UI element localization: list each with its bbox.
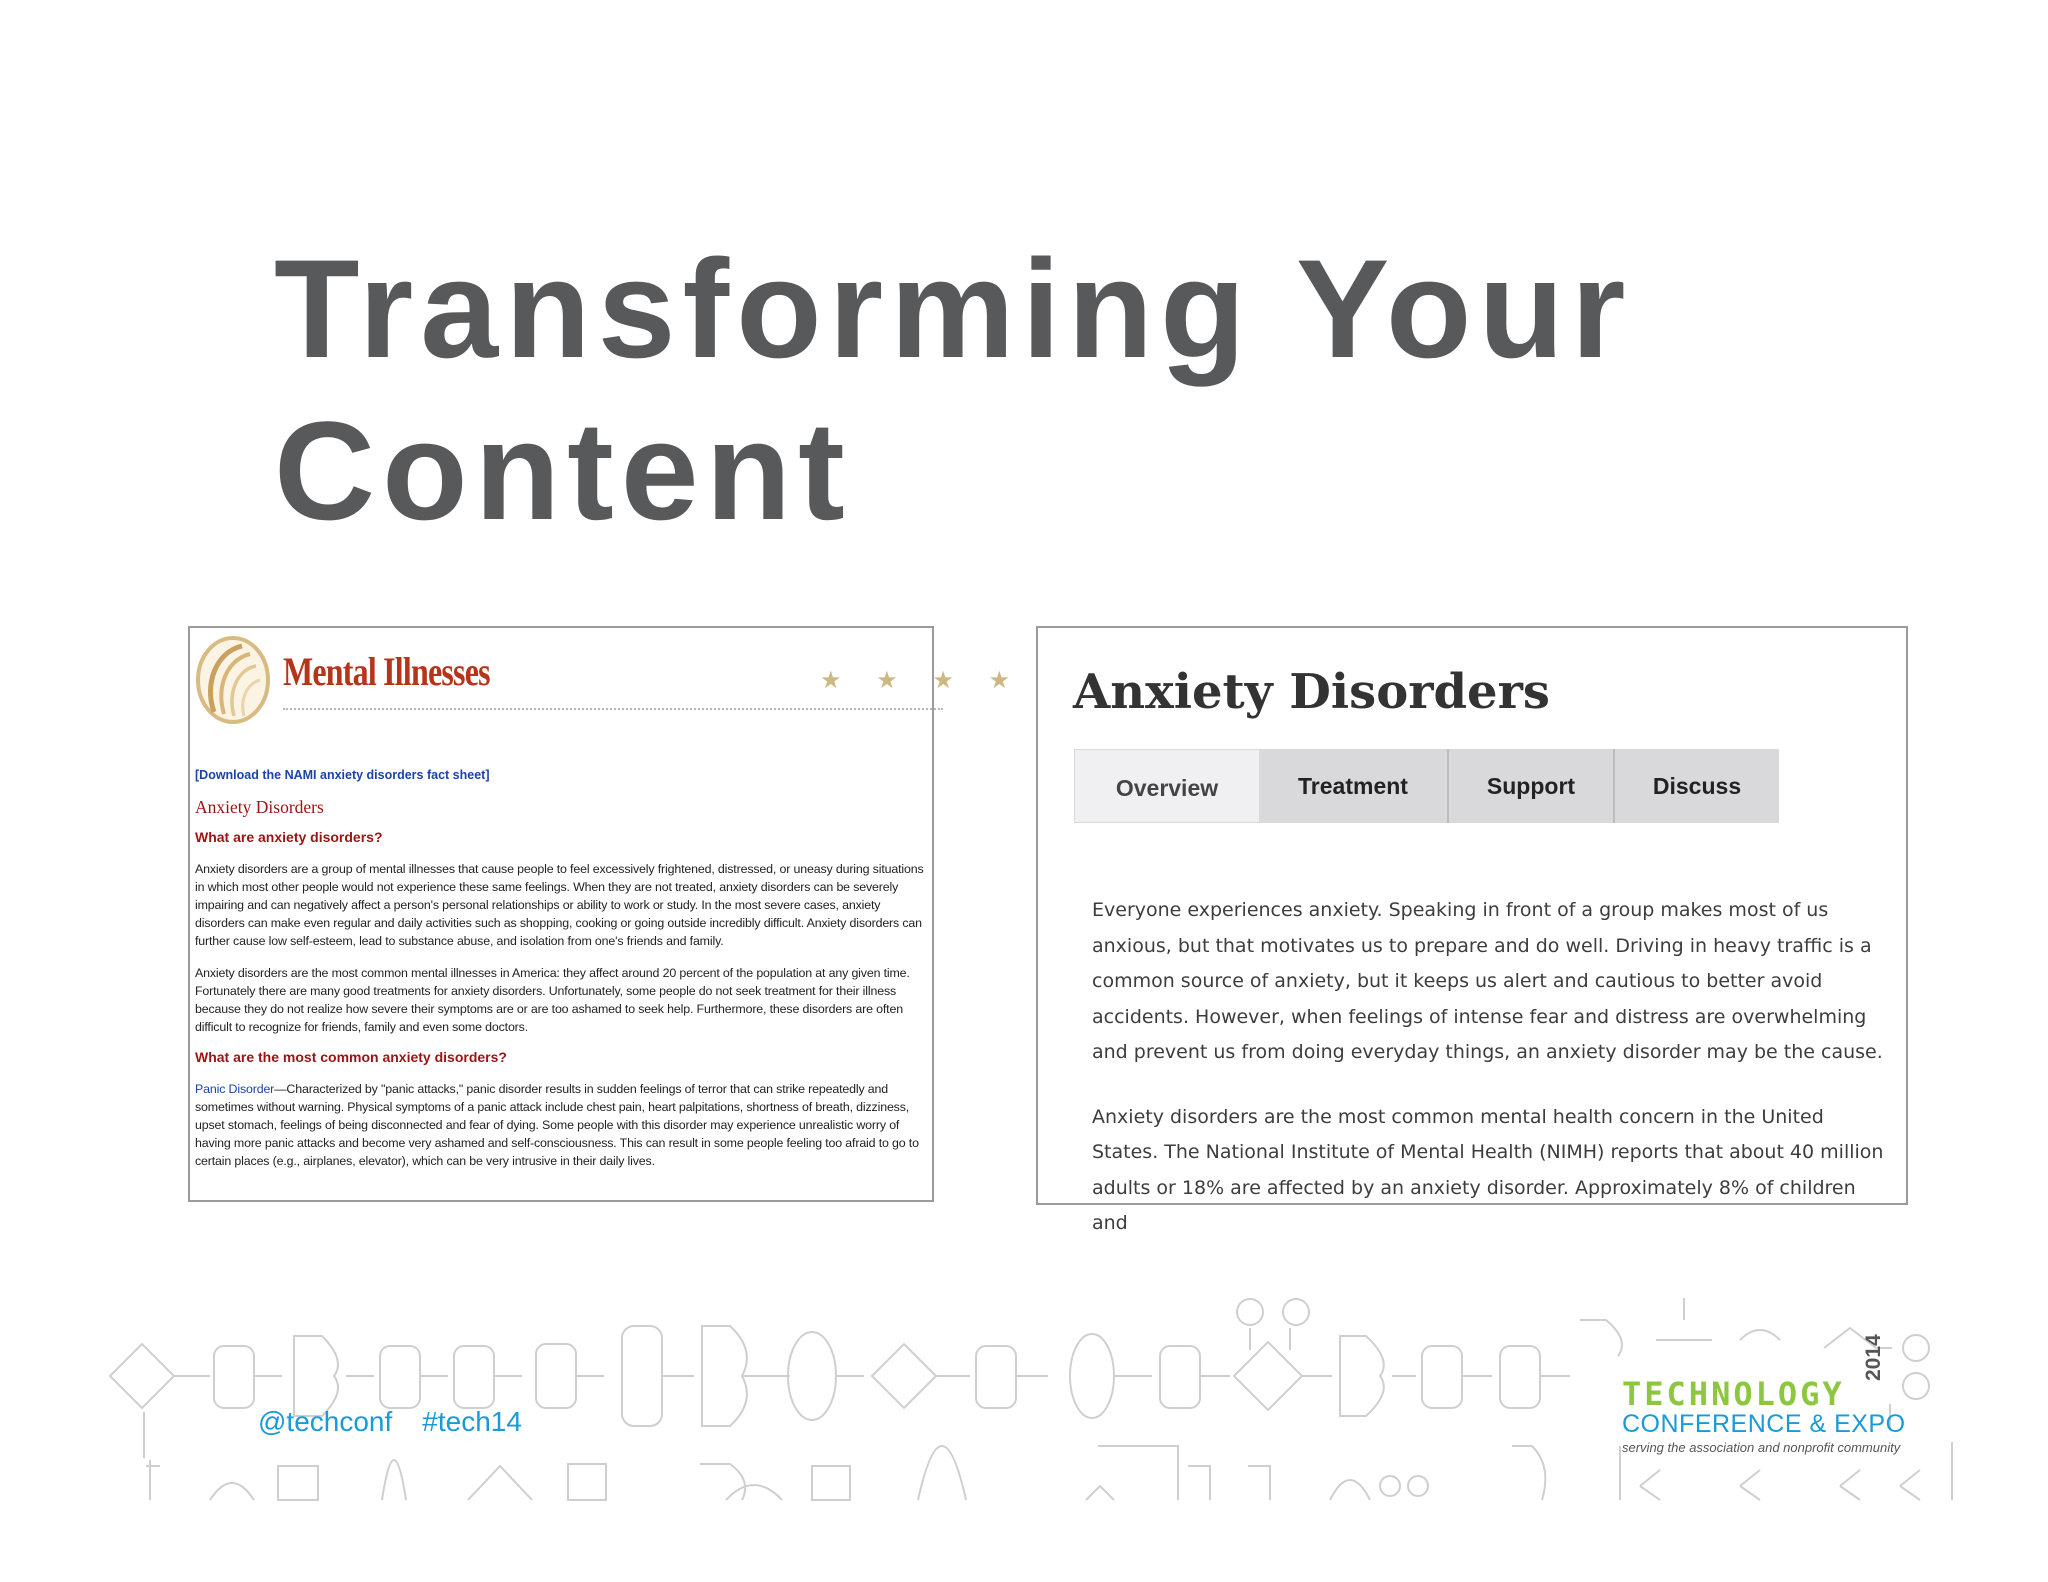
tab-treatment[interactable]: Treatment xyxy=(1259,749,1449,823)
slide-title xyxy=(274,228,1834,552)
article-heading: Anxiety Disorders xyxy=(195,797,324,817)
conference-logo xyxy=(1622,1334,1906,1455)
brand-tagline: serving the association and nonprofit community xyxy=(1622,1440,1901,1455)
question-heading-2: What are the most common anxiety disorders? xyxy=(195,1049,507,1065)
panic-disorder-link[interactable]: Panic Disorder xyxy=(195,1082,275,1096)
brand-line-conference-expo: CONFERENCE & EXPO xyxy=(1622,1410,1906,1438)
paragraph-2: Anxiety disorders are the most common mental illnesses in America: they affect around 20 percent of the population at any given time. Fortunately there are many good treatments for anxiety disorders. Unfortunately, some people do not seek treatment for their illness because they do not realize how severe their symptoms are or are too ashamed to seek help. Furthermore, these disorders are often difficult to recognize for friends, family and even some doctors. xyxy=(195,966,910,1034)
nami-brand-title: Mental Illnesses xyxy=(283,649,490,694)
overview-paragraph-2: Anxiety disorders are the most common mental health concern in the United States. The National Institute of Mental Health (NIMH) reports that about 40 million adults or 18% are affected by an anxiety disorder. Approximately 8% of children and xyxy=(1092,1105,1884,1234)
tab-bar xyxy=(1074,749,1779,823)
brand-line-technology: TECHNOLOGY xyxy=(1622,1375,1845,1413)
brand-year: 2014 xyxy=(1862,1334,1885,1381)
overview-content xyxy=(1092,893,1892,1242)
panic-disorder-text: —Characterized by "panic attacks," panic disorder results in sudden feelings of terror that can strike repeatedly and sometimes without warning. Physical symptoms of a panic attack include chest pain, heart palpitations, shortness of breath, dizziness, upset stomach, feelings of being disconnected and fear of dying. Some people with this disorder may experience unrealistic worry of having more panic attacks and become very ashamed and self-consciousness. This can result in some people feeling too afraid to go to certain places (e.g., airplanes, elevator), which can be very intrusive in their daily lives. xyxy=(195,1082,919,1168)
nami-logo-icon xyxy=(194,634,272,726)
event-hashtag: #tech14 xyxy=(422,1406,522,1437)
anxiety-page-title: Anxiety Disorders xyxy=(1073,664,1550,720)
tab-discuss[interactable]: Discuss xyxy=(1615,749,1779,823)
anxiety-page-screenshot xyxy=(1036,626,1908,1234)
star-decoration-icons: ★ ★ ★ ★ xyxy=(820,667,1025,694)
overview-paragraph-1: Everyone experiences anxiety. Speaking in front of a group makes most of us anxious, but that motivates us to prepare and do well. Driving in heavy traffic is a common source of anxiety, but it keeps us alert and cautious to better avoid accidents. However, when feelings of intense fear and distress are overwhelming and prevent us from doing everyday things, an anxiety disorder may be the cause. xyxy=(1092,899,1883,1063)
slide-title-line-1: Transforming Your xyxy=(274,230,1633,387)
nami-article xyxy=(195,766,931,1170)
tab-overview[interactable]: Overview xyxy=(1074,749,1259,823)
download-fact-sheet-link[interactable]: [Download the NAMI anxiety disorders fact sheet] xyxy=(195,768,490,782)
social-handles xyxy=(258,1406,522,1438)
slide-title-line-2: Content xyxy=(274,392,852,549)
tab-support[interactable]: Support xyxy=(1449,749,1615,823)
paragraph-1: Anxiety disorders are a group of mental illnesses that cause people to feel excessively frightened, distressed, or uneasy during situations in which most other people would not experience these same feelings. When they are not treated, anxiety disorders can be severely impairing and can negatively affect a person's personal relationships or ability to work or study. In the most severe cases, anxiety disorders can make even regular and daily activities such as shopping, cooking or going outside incredibly difficult. Anxiety disorders can further cause low self-esteem, lead to substance abuse, and isolation from one's friends and family. xyxy=(195,862,924,948)
panic-disorder-paragraph xyxy=(195,1080,931,1170)
twitter-handle: @techconf xyxy=(258,1406,393,1437)
dotted-divider xyxy=(283,708,943,710)
nami-page-screenshot xyxy=(188,626,1025,1202)
question-heading-1: What are anxiety disorders? xyxy=(195,829,383,845)
